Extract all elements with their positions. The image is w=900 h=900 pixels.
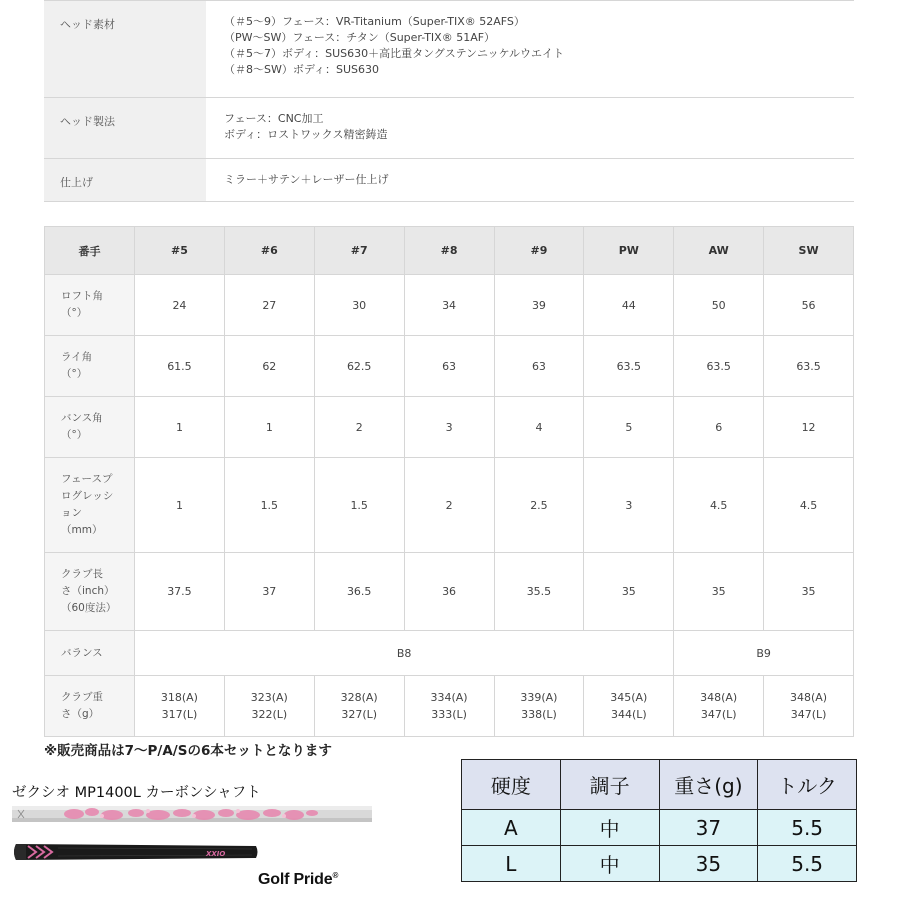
- spec-col-header: #5: [135, 227, 225, 275]
- spec-cell: 24: [135, 275, 225, 336]
- spec-cell: [404, 676, 494, 737]
- material-row: [44, 1, 854, 98]
- flex-row: [462, 810, 857, 846]
- flex-header-row: [462, 760, 857, 810]
- material-line: （PW〜SW）フェース：チタン（Super-TIX® 51AF）: [224, 31, 496, 44]
- spec-cell: [764, 676, 854, 737]
- spec-cell: 35: [764, 553, 854, 631]
- shaft-image: [12, 804, 372, 824]
- flex-cell: 中: [560, 846, 659, 882]
- flex-cell: 35: [659, 846, 758, 882]
- spec-row-label-line: バンス角: [61, 412, 103, 424]
- balance-cell: B8: [135, 631, 674, 676]
- spec-cell: 34: [404, 275, 494, 336]
- spec-cell: 2.5: [494, 458, 584, 553]
- spec-col-header: #6: [224, 227, 314, 275]
- spec-cell: 35.5: [494, 553, 584, 631]
- spec-row-label-line: クラブ重: [61, 691, 103, 703]
- spec-cell: [135, 676, 225, 737]
- spec-row-label: [45, 397, 135, 458]
- spec-cell-line: 323(A): [250, 691, 288, 704]
- spec-row-label-line: クラブ長: [61, 568, 103, 580]
- material-row: [44, 98, 854, 159]
- spec-row-label-line: さ（inch）: [61, 585, 115, 597]
- spec-col-header: #8: [404, 227, 494, 275]
- flex-header: トルク: [758, 760, 857, 810]
- flex-header: 硬度: [462, 760, 561, 810]
- spec-cell: 1.5: [314, 458, 404, 553]
- spec-cell: 4.5: [764, 458, 854, 553]
- material-label: 仕上げ: [44, 159, 206, 202]
- spec-cell: [224, 676, 314, 737]
- spec-cell-line: 334(A): [430, 691, 468, 704]
- spec-cell: 35: [674, 553, 764, 631]
- spec-cell: 63.5: [764, 336, 854, 397]
- spec-cell: 1: [135, 458, 225, 553]
- shaft-flex-table: [461, 759, 857, 882]
- spec-header-row: [45, 227, 854, 275]
- spec-cell: [494, 676, 584, 737]
- spec-cell: 1: [135, 397, 225, 458]
- spec-row: [45, 397, 854, 458]
- flex-cell: 37: [659, 810, 758, 846]
- flex-cell: 5.5: [758, 810, 857, 846]
- spec-cell-line: 318(A): [160, 691, 198, 704]
- spec-cell: 1: [224, 397, 314, 458]
- flex-cell: L: [462, 846, 561, 882]
- spec-cell: 2: [404, 458, 494, 553]
- club-spec-table: [44, 226, 854, 737]
- spec-cell-line: 348(A): [790, 691, 828, 704]
- spec-row-label-line: さ（g）: [61, 708, 100, 720]
- spec-cell-line: 347(L): [790, 708, 827, 721]
- spec-cell: 62: [224, 336, 314, 397]
- spec-row-label-line: ョン: [61, 507, 82, 519]
- grip-logo-text: XXIO: [206, 850, 226, 858]
- spec-col-header: #9: [494, 227, 584, 275]
- spec-cell: 1.5: [224, 458, 314, 553]
- spec-cell-line: 328(A): [340, 691, 378, 704]
- spec-cell: 6: [674, 397, 764, 458]
- spec-col-header: SW: [764, 227, 854, 275]
- spec-row-label: [45, 458, 135, 553]
- spec-cell: 39: [494, 275, 584, 336]
- spec-row: [45, 458, 854, 553]
- material-value: [206, 159, 854, 202]
- spec-cell-line: 338(L): [521, 708, 557, 721]
- spec-cell: [314, 676, 404, 737]
- spec-row: [45, 553, 854, 631]
- material-line: ボディ：ロストワックス精密鋳造: [224, 128, 388, 141]
- material-row: [44, 159, 854, 202]
- spec-cell: 63: [404, 336, 494, 397]
- material-label: ヘッド素材: [44, 1, 206, 98]
- spec-cell: 50: [674, 275, 764, 336]
- spec-cell: 62.5: [314, 336, 404, 397]
- spec-cell: 27: [224, 275, 314, 336]
- spec-cell: 5: [584, 397, 674, 458]
- grip-image: [12, 840, 260, 864]
- spec-cell: 44: [584, 275, 674, 336]
- spec-row-label-line: （°）: [61, 429, 88, 441]
- spec-col-header: AW: [674, 227, 764, 275]
- flex-header: 調子: [560, 760, 659, 810]
- spec-cell: 12: [764, 397, 854, 458]
- spec-cell: 30: [314, 275, 404, 336]
- spec-col-header: PW: [584, 227, 674, 275]
- spec-cell: 4: [494, 397, 584, 458]
- flex-cell: 中: [560, 810, 659, 846]
- spec-row-label: [45, 676, 135, 737]
- material-label: ヘッド製法: [44, 98, 206, 159]
- spec-cell-line: 322(L): [251, 708, 288, 721]
- spec-cell-line: 348(A): [700, 691, 738, 704]
- spec-row-label-line: （60度法）: [61, 602, 117, 614]
- spec-row-label: [45, 553, 135, 631]
- balance-cell: B9: [674, 631, 854, 676]
- flex-row: [462, 846, 857, 882]
- spec-row-label: [45, 336, 135, 397]
- spec-cell-line: 345(A): [610, 691, 648, 704]
- material-line: フェース：CNC加工: [224, 112, 324, 125]
- spec-cell: 37: [224, 553, 314, 631]
- golf-pride-logo: [258, 871, 338, 889]
- spec-row: [45, 336, 854, 397]
- material-value: [206, 98, 854, 159]
- golf-pride-mark: ®: [332, 871, 339, 880]
- spec-row: [45, 275, 854, 336]
- spec-cell-line: 339(A): [520, 691, 558, 704]
- flex-cell: A: [462, 810, 561, 846]
- spec-cell: 3: [404, 397, 494, 458]
- spec-cell: 36: [404, 553, 494, 631]
- spec-row-label-line: ライ角: [61, 351, 93, 363]
- spec-cell-line: 333(L): [431, 708, 467, 721]
- spec-cell: 3: [584, 458, 674, 553]
- spec-row-label: バランス: [45, 631, 135, 676]
- material-line: （＃5〜7）ボディ：SUS630＋高比重タングステンニッケルウエイト: [224, 47, 565, 60]
- material-value: [206, 1, 854, 98]
- spec-col-header: #7: [314, 227, 404, 275]
- shaft-title: ゼクシオ MP1400L カーボンシャフト: [12, 785, 261, 801]
- spec-row-label-line: （°）: [61, 307, 88, 319]
- spec-cell-line: 327(L): [341, 708, 378, 721]
- golf-pride-text: Golf Pride: [258, 871, 333, 888]
- spec-cell: [584, 676, 674, 737]
- sales-note: ※販売商品は7〜P/A/Sの6本セットとなります: [44, 743, 332, 759]
- spec-row-balance: [45, 631, 854, 676]
- head-material-table: [44, 0, 854, 202]
- spec-row-label-line: ログレッシ: [61, 490, 114, 502]
- spec-cell: 63.5: [674, 336, 764, 397]
- spec-row-label-line: （mm）: [61, 524, 103, 536]
- spec-cell: 37.5: [135, 553, 225, 631]
- spec-cell: 56: [764, 275, 854, 336]
- material-line: ミラー＋サテン＋レーザー仕上げ: [224, 173, 389, 186]
- spec-row-label: [45, 275, 135, 336]
- spec-row-label-line: フェースプ: [61, 473, 113, 485]
- spec-cell: [674, 676, 764, 737]
- spec-row-weight: [45, 676, 854, 737]
- spec-header-label: 番手: [45, 227, 135, 275]
- spec-cell-line: 347(L): [700, 708, 737, 721]
- spec-cell: 2: [314, 397, 404, 458]
- spec-cell: 63.5: [584, 336, 674, 397]
- spec-cell: 63: [494, 336, 584, 397]
- spec-cell: 35: [584, 553, 674, 631]
- spec-cell: 61.5: [135, 336, 225, 397]
- spec-cell-line: 317(L): [161, 708, 198, 721]
- material-line: （＃8〜SW）ボディ：SUS630: [224, 63, 379, 76]
- spec-row-label-line: ロフト角: [61, 290, 103, 302]
- flex-cell: 5.5: [758, 846, 857, 882]
- spec-cell-line: 344(L): [610, 708, 647, 721]
- material-line: （＃5〜9）フェース：VR-Titanium（Super-TIX® 52AFS）: [224, 15, 525, 28]
- spec-row-label-line: （°）: [61, 368, 88, 380]
- spec-cell: 36.5: [314, 553, 404, 631]
- flex-header: 重さ(g): [659, 760, 758, 810]
- spec-cell: 4.5: [674, 458, 764, 553]
